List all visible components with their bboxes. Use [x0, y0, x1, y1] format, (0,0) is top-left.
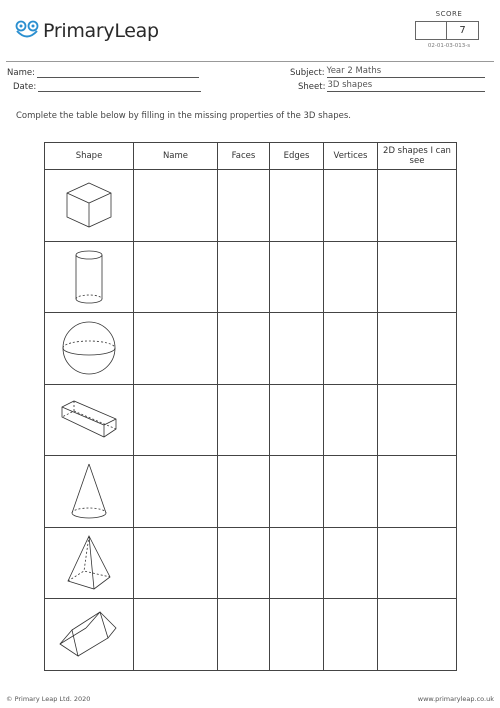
name-cell[interactable]: [134, 170, 218, 242]
shape-cell: [45, 527, 134, 599]
name-cell[interactable]: [134, 313, 218, 385]
faces-cell[interactable]: [218, 384, 270, 456]
faces-cell[interactable]: [218, 527, 270, 599]
score-left-box: [415, 21, 447, 40]
faces-cell[interactable]: [218, 241, 270, 313]
name-cell[interactable]: [134, 384, 218, 456]
shape-cell: [45, 384, 134, 456]
vertices-cell[interactable]: [324, 241, 378, 313]
subject-field: [290, 66, 485, 78]
2d-shapes-cell[interactable]: [378, 599, 457, 671]
2d-shapes-cell[interactable]: [378, 241, 457, 313]
header-name: Name: [134, 143, 218, 170]
header-shape: Shape: [45, 143, 134, 170]
worksheet-code: 02-01-03-013-s: [427, 43, 471, 49]
edges-cell[interactable]: [270, 384, 324, 456]
cuboid-icon: [58, 397, 120, 443]
date-line[interactable]: [38, 80, 201, 92]
cone-icon: [67, 461, 111, 521]
vertices-cell[interactable]: [324, 384, 378, 456]
cube-icon: [61, 177, 117, 233]
sheet-label: Sheet:: [298, 82, 326, 92]
table-row: [45, 456, 457, 528]
shape-cell: [45, 456, 134, 528]
table-row: [45, 313, 457, 385]
2d-shapes-cell[interactable]: [378, 170, 457, 242]
vertices-cell[interactable]: [324, 599, 378, 671]
sphere-icon: [59, 318, 119, 378]
2d-shapes-cell[interactable]: [378, 527, 457, 599]
edges-cell[interactable]: [270, 599, 324, 671]
sheet-value: 3D shapes: [327, 80, 485, 92]
name-cell[interactable]: [134, 241, 218, 313]
table-row: [45, 599, 457, 671]
table-row: [45, 527, 457, 599]
copyright: © Primary Leap Ltd. 2020: [6, 695, 91, 703]
pyramid-icon: [64, 533, 114, 593]
2d-shapes-cell[interactable]: [378, 313, 457, 385]
score-box: [415, 10, 483, 49]
vertices-cell[interactable]: [324, 170, 378, 242]
logo: [14, 20, 159, 42]
name-cell[interactable]: [134, 527, 218, 599]
header-edges: Edges: [270, 143, 324, 170]
header-2d-shapes: 2D shapes I can see: [378, 143, 457, 170]
subject-label: Subject:: [290, 68, 325, 78]
header-vertices: Vertices: [324, 143, 378, 170]
website-url: www.primaryleap.co.uk: [417, 695, 494, 703]
name-cell[interactable]: [134, 599, 218, 671]
name-label: Name:: [7, 68, 35, 78]
name-cell[interactable]: [134, 456, 218, 528]
edges-cell[interactable]: [270, 527, 324, 599]
table-row: [45, 384, 457, 456]
date-field: [13, 80, 201, 92]
table-row: [45, 170, 457, 242]
triangular-prism-icon: [56, 608, 122, 660]
edges-cell[interactable]: [270, 170, 324, 242]
instructions: Complete the table below by filling in the missing properties of the 3D shapes.: [16, 111, 351, 121]
frog-icon: [14, 20, 40, 42]
cylinder-icon: [69, 247, 109, 307]
faces-cell[interactable]: [218, 313, 270, 385]
shape-cell: [45, 170, 134, 242]
edges-cell[interactable]: [270, 241, 324, 313]
score-right-box: 7: [447, 21, 479, 40]
2d-shapes-cell[interactable]: [378, 384, 457, 456]
name-line[interactable]: [37, 66, 199, 78]
table-row: [45, 241, 457, 313]
edges-cell[interactable]: [270, 313, 324, 385]
logo-text: PrimaryLeap: [43, 20, 159, 42]
2d-shapes-cell[interactable]: [378, 456, 457, 528]
faces-cell[interactable]: [218, 599, 270, 671]
header-divider: [6, 61, 494, 62]
vertices-cell[interactable]: [324, 456, 378, 528]
faces-cell[interactable]: [218, 170, 270, 242]
score-label: SCORE: [435, 10, 463, 18]
edges-cell[interactable]: [270, 456, 324, 528]
shape-cell: [45, 241, 134, 313]
date-label: Date:: [13, 82, 37, 92]
shapes-table: [44, 142, 457, 671]
name-field: [7, 66, 199, 78]
header-faces: Faces: [218, 143, 270, 170]
subject-value: Year 2 Maths: [327, 66, 485, 78]
shape-cell: [45, 313, 134, 385]
header-row: [45, 143, 457, 170]
sheet-field: [298, 80, 485, 92]
shape-cell: [45, 599, 134, 671]
vertices-cell[interactable]: [324, 313, 378, 385]
vertices-cell[interactable]: [324, 527, 378, 599]
faces-cell[interactable]: [218, 456, 270, 528]
